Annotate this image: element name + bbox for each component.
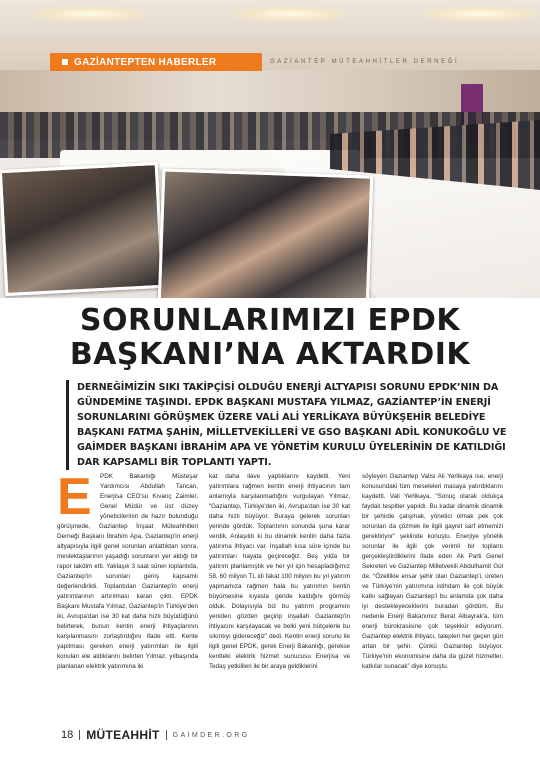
page-footer [61,728,250,742]
lead-paragraph: DERNEĞİMİZİN SIKI TAKİPÇİSİ OLDUĞU ENERJİ ALTYAPISI SORUNU EPDK’NIN DA GÜNDEMİNE TAŞINDI. EPDK BAŞKANI MUSTAFA YILMAZ, GAZİANTEP’İN ENERJİ SORUNLARINI GÖRÜŞMEK ÜZERE VALİ ALİ YERLİKAYA BÜYÜKŞEHİR BELEDİYE BAŞKANI FATMA ŞAHİN, MİLLETVEKİLLERİ VE GSO BAŞKANI ADİL KONUKOĞLU VE GAİMDER BAŞKANI İBRAHİM APA VE YÖNETİM KURULU ÜYELERİNİN DE KATILDIĞI DAR KAPSAMLI BİR TOPLANTI YAPTI. [66,380,507,470]
section-tag [50,53,262,71]
body-text-1: PDK Bakanlığı Müsteşar Yardımcısı Abdullah Tancan, Enerjisa CEO'su Kıvanç Zaimler, Genel Müdür ve üst düzey yöneticilerinin de hazır bulunduğu görüşmede, Gaziantep İnşaat Müteahhitleri Derneği Başkanı İbrahim Apa, Gaziantep'in enerji altyapısıyla ilgili genel sorunları anlattıktan sonra, meslektaşlarının yaşadığı sorunların yer aldığı bir rapor takdim etti. Yaklaşık 3 saat süren toplantıda, Gaziantep'in sorunları geniş kapsamlı değerlendirildi. Toplantıdan Gaziantep'in enerji yatırımlarının artırılması kararı çıktı. EPDK Başkanı Mustafa Yılmaz, Gaziantep'in Türkiye'den iki, Avrupa'dan ise 30 kat daha hızlı büyüdüğünü belirterek, bunun kentin enerji ihtiyaçlarının karşılanmasını zorlaştırdığını ifade etti. Kente yapılması gereken enerji yatırımları ile ilgili konuları ele aldıklarını belirten Yılmaz, yılbaşında planlanan elektrik yatırımına iki [57,473,198,670]
divider [166,730,167,740]
body-column-2 [209,472,350,672]
inset-photo-1 [0,162,164,296]
chandelier [230,6,350,22]
inset-photo-2 [158,168,374,298]
body-text-3: söyleyen Gaziantep Valisi Ali Yerlikaya ise, enerji konusundaki tüm meseleleri masaya yatırdıklarını kaydetti. Vali Yerlikaya, “Sonuç olarak oldukça faydalı tespitler yapıldı. Bu kadar dinamik dinamik bir şehirde çalışmak, yönetici olmak pek çok sorunları da çözmek ile ilgili gayret sarf etmemizi gerektiriyor” şeklinde konuştu. Enerjiye yönelik sorunlar ile ilgili çok verimli bir toplantı gerçekleştirdiklerini ifade eden Ak Parti Genel Sekreteri ve Gaziantep Milletvekili Abdulhamit Gül de, “Özellikle ensar şehir olan Gaziantep'i, üreten ve Türkiye'nin yatırımına istihdam ile çok büyük katkı sağlayan Gaziantep'i bu anlamda çok daha iyi destekleyeceklerini buradan gördüm. Bu nedenle Enerji Bakanımız Berat Albayrak'a, tüm enerji bürokrasisine çok teşekkür ediyorum. Gaziantep elektrik ihtiyacı, talepleri her geçen gün artan bir şehir. Çünkü Gaziantep büyüyor. Türkiye'nin ekonomisine daha da güzel hizmetler, katkılar sunacak” diye konuştu. [362,473,503,670]
header-photo [0,0,540,298]
magazine-name: MÜTEAHHİT [86,728,160,742]
divider [79,730,80,740]
section-label: GAZİANTEPTEN HABERLER [74,56,217,68]
association-name: GAZİANTEP MÜTEAHHİTLER DERNEĞİ [270,59,460,65]
chandelier [30,6,150,22]
body-column-1 [57,468,198,672]
section-bar [50,53,262,71]
headline-line-2: BAŞKANI’NA AKTARDIK [69,337,471,372]
square-icon [62,59,68,65]
website: GAİMDER.ORG [172,731,250,739]
drop-cap: E [57,468,92,526]
page-number: 18 [61,729,74,741]
chandelier [420,6,540,22]
body-column-3 [362,472,503,672]
body-text-2: kat daha ilave yaptıklarını kaydetti. Yeni yatırımlara rağmen kentin enerji ihtiyacının tam anlamıyla karşılanmadığını vurgulayan Yılmaz, “Gaziantep, Türkiye'den iki, Avrupa'dan ise 30 kat daha hızlı büyüyor. Buraya gelerek sorunları yerinde gördük. Toplantının sonunda şuna karar verdik. Anlaşıldı ki bu dinamik kentin daha fazla yatırıma ihtiyacı var. İnşallah kısa süre içinde bu yatırımları hayata geçireceğiz. Beş yılda bir yatırım planlamıştık ve her yıl için hesapladığımız 58, 60 milyon TL idi fakat 100 milyon bu yıl yatırım yapmamıza rağmen hala bu yatırımın kentin büyümesine kıyasla geride kaldığını görmüş olduk. Dolayısıyla biz bu yatırım programını yeniden gözden geçirip inşallah Gaziantep'in ihtiyacını karşılayacak ve belki yeni bütçelerle bu sıkıntıyı gidereceğiz” dedi. Kentin enerji sorunu ile ilgili genel EPDK, gerek Enerji Bakanlığı, gerekse kentteki elektrik hizmet sunucusu Enerjisa ve Tedaş yetkilileri ile bir araya geldiklerini [209,473,350,670]
headline-line-1: SORUNLARIMIZI EPDK [79,303,461,338]
headline [40,304,500,372]
